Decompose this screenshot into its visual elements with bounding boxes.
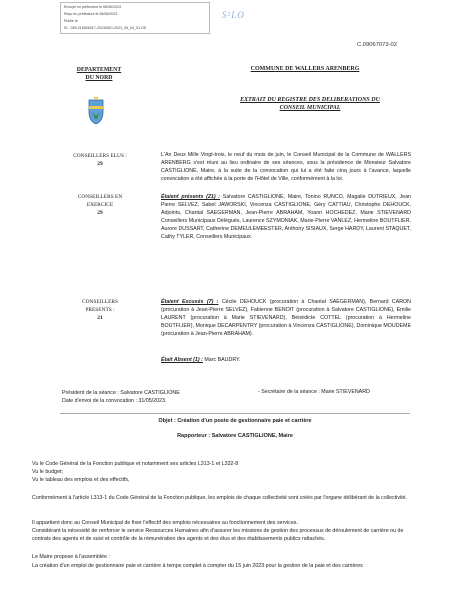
absent-paragraph: [161, 356, 411, 364]
commune-heading: COMMUNE DE WALLERS ARENBERG: [250, 66, 360, 72]
transmission-stamp: [60, 2, 210, 34]
object-heading: Objet : Création d'un poste de gestionnaire paie et carrière: [158, 418, 312, 424]
department-line: DEPARTEMENT: [76, 67, 122, 73]
proposal-line: Le Maire propose à l'assemblée :: [32, 554, 110, 560]
label-text: CONSEILLERS EN EXERCICE: [77, 194, 123, 208]
absent-text: Marc BAUDRY.: [204, 357, 241, 363]
label-elus: [70, 152, 130, 168]
presents-text: Salvatore CASTIGLIONE, Maire, Tonino RUNCO, Magalie DUTRIEUX, Jean Pierre SELVEZ, Sabel JAWORSKI, Vincenza CASTIGLIONE, Géry CATTIAU, Christophe DEHOUCK, Adjoints, Chantal SAEGERMAN, Jean-Pierre ABRAHAM, Yoann HOCHEDEZ, Marie STIEVENARD Conseillers Municipaux Délégués, Laurence SZYMONIAK, Marie-Pierre VANLEZ, Hermeline BOUTFLIER, Aurore DUSSART, Catherine DEMEULEMEESTER, Anthony SISIAUX, Serge HARDY, Laurent STAQUET, Cathy TYLER, Conseillers Municipaux.: [161, 194, 411, 241]
visa-line: Vu le budget;: [32, 469, 64, 475]
stamp-line: Reçu en préfecture le 08/06/2023: [64, 12, 118, 16]
label-number: 29: [97, 210, 103, 216]
excuses-paragraph: [161, 298, 411, 338]
stamp-line: Envoyé en préfecture le 08/06/2023: [64, 5, 121, 9]
visas-block: [32, 460, 417, 484]
divider: [60, 413, 410, 414]
creation-paragraph: La création d'un emploi de gestionnaire paie et carrière à temps complet à compter du 15 juin 2023 pour la gestion de la paie et des carrières: [32, 563, 363, 569]
president-line: Président de la séance : Salvatore CASTIGLIONE: [62, 390, 180, 396]
extract-title: [210, 96, 410, 112]
stamp-line: ID : 059-215906317-20230601-2023_06_04_01-DE: [64, 26, 147, 30]
president-block: [62, 389, 252, 405]
absent-title: Était Absent (1) :: [161, 357, 203, 363]
visa-line: Vu le Code Général de la Fonction publique et notamment ses articles L313-1 et L332-8: [32, 461, 239, 467]
excuses-title: Étaient Excusés (7) :: [161, 299, 219, 305]
extract-title-line: EXTRAIT DU REGISTRE DES DELIBERATIONS DU: [240, 97, 380, 103]
secretary-line: - Secrétaire de la séance : Marie STIEVENARD: [258, 389, 370, 395]
visa-line: Vu le tableau des emplois et des effectifs,: [32, 477, 130, 483]
coat-of-arms-icon: [86, 96, 106, 126]
appartient-paragraph: Il appartient donc au Conseil Municipal de fixer l'effectif des emplois nécessaires au fonctionnement des services.: [32, 520, 298, 526]
label-exercice: [70, 193, 130, 217]
stamp-box: [60, 2, 210, 34]
intro-paragraph: L'An Deux Mille Vingt-trois, le neuf du mois de juin, le Conseil Municipal de la Commune de WALLERS ARENBERG s'est réuni au lieu ordinaire de ses séances, sous la présidence de Monsieur Salvatore CASTIGLIONE, Maire, à la suite de la convocation qui lui a été faite cinq jours à l'avance, laquelle convocation a été affichée à la porte de l'Hôtel de Ville, conformément à la loi.: [161, 152, 411, 183]
department-line: DU NORD: [85, 75, 113, 81]
label-text: CONSEILLERS PRESENTS :: [82, 299, 118, 313]
convocation-date: Date d'envoi de la convocation : 31/05/2023.: [62, 398, 167, 404]
presents-paragraph: [161, 193, 411, 242]
extract-title-line: CONSEIL MUNICIPAL: [279, 105, 341, 111]
s2lo-logo: S²LO: [222, 10, 245, 20]
label-number: 29: [97, 161, 103, 167]
label-presents: [70, 298, 130, 322]
stamp-line: Publié le: [64, 19, 78, 23]
presents-title: Étaient présents (21) :: [161, 194, 221, 200]
label-text: CONSEILLERS ELUS :: [73, 153, 127, 159]
document-reference: C.09067073-02: [357, 42, 397, 48]
department-heading: [68, 66, 130, 82]
conformement-paragraph: Conformément à l'article L313-1 du Code Général de la Fonction publique, les emplois de chaque collectivité sont créés par l'organe délibérant de la collectivité.: [32, 495, 408, 501]
excuses-text: Cécile DEHOUCK (procuration à Chantal SAEGERMAN), Bernard CARON (procuration à Jean-Pierre SELVEZ), Fabienne BENOIT (procuration à Salvatore CASTIGLIONE), Emilie LAURENT (procuration à Marie STIEVENARD), Bénédicte COTTEL (procuration à Hermeline BOUTFLIER), Monique DECARPENTRY (procuration à Vincenza CASTIGLIONE), Dominique MOUDEME (procuration à Jean-Pierre ABRAHAM).: [161, 299, 411, 338]
rapporteur-heading: Rapporteur : Salvatore CASTIGLIONE, Maire: [177, 433, 293, 439]
considerant-paragraph: Considérant la nécessité de renforcer le service Ressources Humaines afin d'assurer les missions de gestion des processus de déroulement de carrière ou de contrats des agents et de suivi et contrôle de la rémunération des agents et des élus et des établissements publics rattachés.: [32, 528, 404, 542]
label-number: 21: [97, 315, 103, 321]
